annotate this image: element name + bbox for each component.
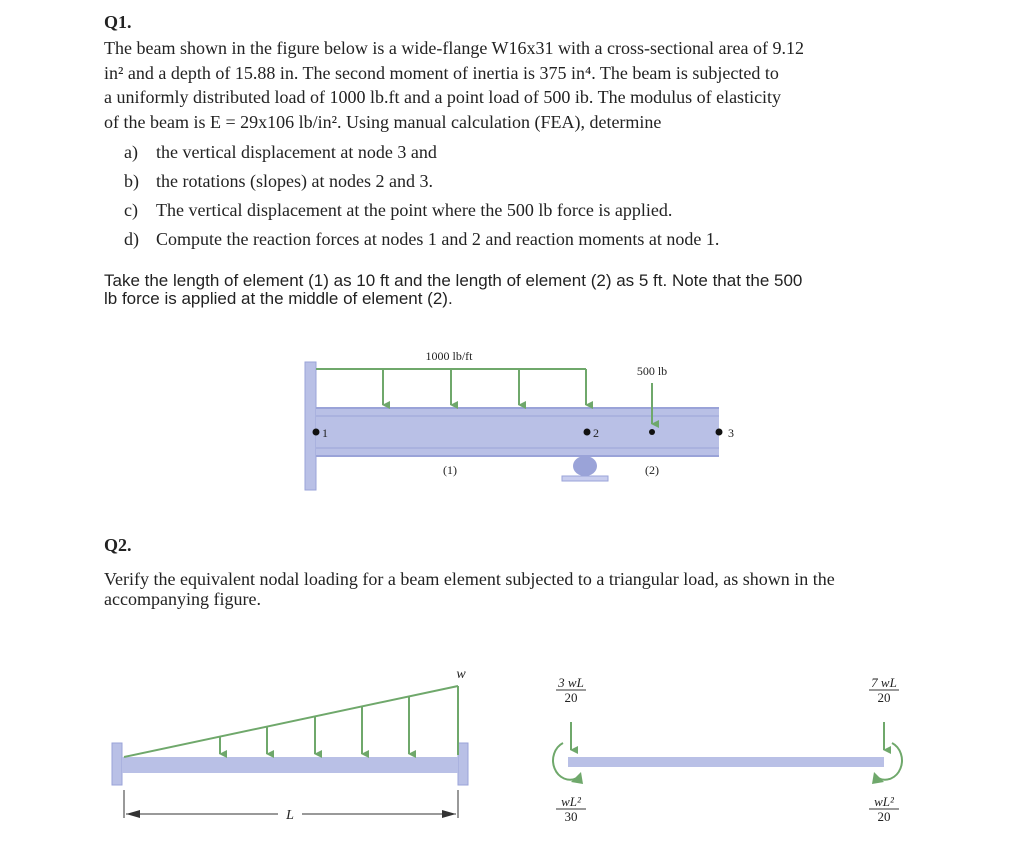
item-text: Compute the reaction forces at nodes 1 and 2 and reaction moments at node 1. <box>156 229 720 249</box>
right-moment-numerator: wL² <box>874 794 894 809</box>
length-label: L <box>286 808 294 823</box>
item-label: c) <box>124 200 138 220</box>
item-label: d) <box>124 229 139 249</box>
item-text: The vertical displacement at the point where the 500 lb force is applied. <box>156 200 673 220</box>
dim-arrow-right <box>442 810 456 818</box>
node-2-label: 2 <box>593 426 599 440</box>
node-2-dot <box>584 429 591 436</box>
right-force-numerator: 7 wL <box>871 675 897 690</box>
element-1-label: (1) <box>443 463 457 477</box>
load-point-dot <box>649 429 655 435</box>
load-intensity-label: w <box>456 667 466 682</box>
left-force-denominator: 20 <box>564 690 578 705</box>
q1-intro-line: of the beam is E = 29x106 lb/in². Using manual calculation (FEA), determine <box>104 111 662 132</box>
left-moment-numerator: wL² <box>561 794 581 809</box>
q2-beam <box>122 757 458 773</box>
right-moment-denominator: 20 <box>877 809 891 824</box>
left-moment-arrowhead <box>571 772 583 784</box>
left-force-numerator: 3 wL <box>558 675 584 690</box>
item-text: the vertical displacement at node 3 and <box>156 142 437 162</box>
right-force-denominator: 20 <box>877 690 891 705</box>
node-3-label: 3 <box>728 426 734 440</box>
node-3-dot <box>716 429 723 436</box>
roller-support <box>573 456 597 476</box>
triangular-load-line <box>124 686 458 757</box>
q2-text <box>104 569 949 609</box>
q1-beam-figure <box>305 349 734 490</box>
q2-text-line: Verify the equivalent nodal loading for a beam element subjected to a triangular load, as shown in the <box>104 569 835 589</box>
right-moment-arrowhead <box>872 772 884 784</box>
q1-title: Q1. <box>104 12 132 32</box>
q2-triangular-load-figure <box>112 667 468 823</box>
q1-note-line: Take the length of element (1) as 10 ft and the length of element (2) as 5 ft. Note that the 500 <box>104 271 803 290</box>
fixed-wall <box>305 362 316 490</box>
right-end-block <box>458 743 468 785</box>
q2-equivalent-loads-figure <box>553 675 902 824</box>
node-1-label: 1 <box>322 426 328 440</box>
q2-text-line: accompanying figure. <box>104 589 261 609</box>
support-ground <box>562 476 608 481</box>
item-label: b) <box>124 171 139 191</box>
item-text: the rotations (slopes) at nodes 2 and 3. <box>156 171 433 191</box>
distributed-load-label: 1000 lb/ft <box>425 349 473 363</box>
q2-title: Q2. <box>104 535 132 555</box>
item-label: a) <box>124 142 138 162</box>
left-moment-denominator: 30 <box>564 809 578 824</box>
left-end-block <box>112 743 122 785</box>
q1-note-line: lb force is applied at the middle of element (2). <box>104 289 453 308</box>
equiv-beam <box>568 757 884 767</box>
dim-arrow-left <box>126 810 140 818</box>
node-1-dot <box>313 429 320 436</box>
q1-intro-line: in² and a depth of 15.88 in. The second moment of inertia is 375 in⁴. The beam is subjected to <box>104 62 779 83</box>
beam-body <box>316 408 719 456</box>
q1-intro-line: a uniformly distributed load of 1000 lb.ft and a point load of 500 ib. The modulus of elasticity <box>104 87 782 107</box>
element-2-label: (2) <box>645 463 659 477</box>
point-load-label: 500 lb <box>636 364 668 378</box>
q1-intro-line: The beam shown in the figure below is a wide-flange W16x31 with a cross-sectional area of 9.12 <box>104 38 804 58</box>
